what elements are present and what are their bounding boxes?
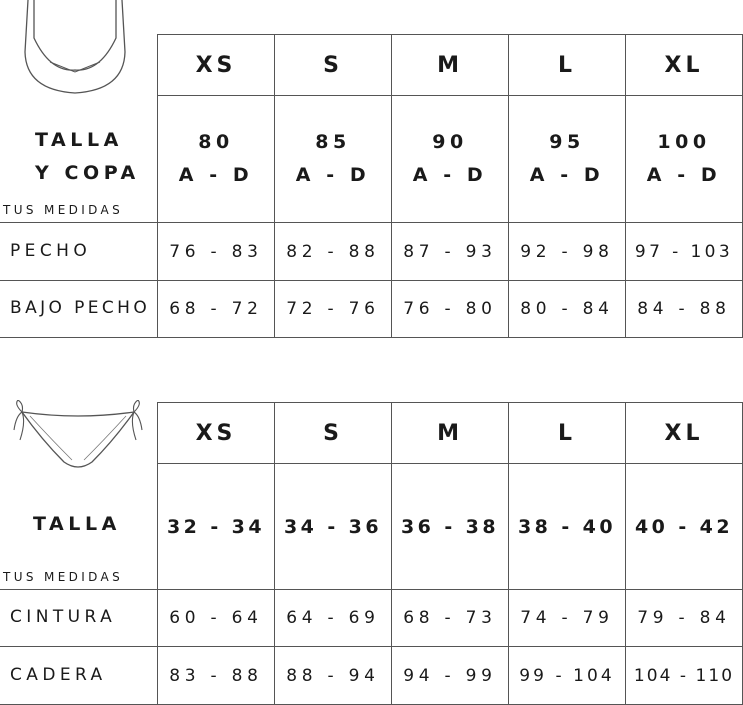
range-cell: 34 - 36 <box>284 515 382 538</box>
table-cell: 60 - 64 <box>169 608 263 628</box>
top-size-xl: XL <box>664 52 704 78</box>
bikini-top-icon <box>20 0 130 96</box>
cup-value: A - D <box>412 164 488 186</box>
table-cell: 87 - 93 <box>403 241 497 262</box>
cup-value: A - D <box>295 164 371 186</box>
table-cell: 97 - 103 <box>634 241 734 262</box>
band-value: 95 <box>549 131 585 153</box>
range-cell: 40 - 42 <box>635 515 733 538</box>
tus-medidas-label: TUS MEDIDAS <box>3 203 124 217</box>
bottom-size-m: M <box>437 420 463 446</box>
band-value: 90 <box>432 131 468 153</box>
bottom-size-xs: XS <box>195 420 237 446</box>
bottom-size-l: L <box>558 420 576 446</box>
table-cell: 64 - 69 <box>286 608 380 628</box>
bikini-bottom-icon <box>12 400 144 472</box>
cup-value: A - D <box>178 164 254 186</box>
range-cell: 36 - 38 <box>401 515 499 538</box>
band-value: 85 <box>315 131 351 153</box>
table-cell: 79 - 84 <box>637 608 731 628</box>
table-cell: 68 - 73 <box>403 608 497 628</box>
band-value: 100 <box>657 131 711 153</box>
talla-label: TALLA <box>33 513 121 535</box>
top-size-l: L <box>558 52 576 78</box>
bottom-size-s: S <box>323 420 343 446</box>
band-cell <box>275 96 391 222</box>
top-size-xs: XS <box>195 52 237 78</box>
table-cell: 76 - 83 <box>169 241 263 262</box>
row-label-bajo-pecho: BAJO PECHO <box>10 298 151 318</box>
range-cell: 32 - 34 <box>167 515 265 538</box>
table-cell: 80 - 84 <box>520 299 614 319</box>
table-cell: 68 - 72 <box>169 299 263 319</box>
table-cell: 88 - 94 <box>286 665 380 686</box>
top-size-m: M <box>437 52 463 78</box>
band-cell <box>509 96 625 222</box>
band-cell <box>626 96 742 222</box>
talla-label-line2: Y COPA <box>35 162 140 184</box>
range-cell: 38 - 40 <box>518 515 616 538</box>
band-cell <box>392 96 508 222</box>
table-cell: 99 - 104 <box>519 665 615 686</box>
band-cell <box>158 96 274 222</box>
top-size-s: S <box>323 52 343 78</box>
table-cell: 72 - 76 <box>286 299 380 319</box>
row-label-cadera: CADERA <box>10 665 107 685</box>
table-cell: 74 - 79 <box>520 608 614 628</box>
table-cell: 76 - 80 <box>403 299 497 319</box>
table-cell: 92 - 98 <box>520 241 614 262</box>
table-cell: 94 - 99 <box>403 665 497 686</box>
tus-medidas-label: TUS MEDIDAS <box>3 570 124 584</box>
band-value: 80 <box>198 131 234 153</box>
cup-value: A - D <box>646 164 722 186</box>
row-label-cintura: CINTURA <box>10 607 117 627</box>
table-cell: 83 - 88 <box>169 665 263 686</box>
cup-value: A - D <box>529 164 605 186</box>
talla-label-line1: TALLA <box>35 129 123 151</box>
row-label-pecho: PECHO <box>10 241 92 261</box>
table-cell: 84 - 88 <box>637 299 731 319</box>
table-cell: 82 - 88 <box>286 241 380 262</box>
table-cell: 104 - 110 <box>633 665 735 686</box>
bottom-size-xl: XL <box>664 420 704 446</box>
